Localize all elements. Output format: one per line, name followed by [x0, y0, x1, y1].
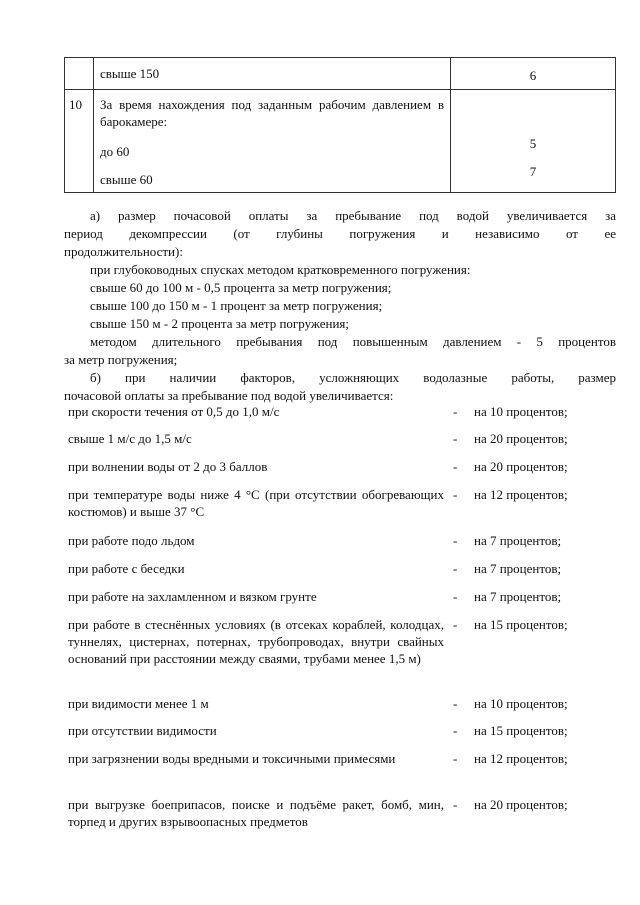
- row-value: 7: [529, 164, 537, 179]
- factor-dash: -: [453, 459, 458, 474]
- row-text-cell: [94, 58, 451, 90]
- factor-text: при видимости менее 1 м: [68, 696, 209, 711]
- row-subitem-text: до 60: [100, 144, 130, 159]
- row-value-cell: [451, 58, 616, 90]
- long-method-line: методом длительного пребывания под повышенным давлением - 5 процентов: [90, 334, 616, 349]
- factor-dash: -: [453, 487, 458, 502]
- factor-text: при работе в стеснённых условиях (в отсеках кораблей, колодцах, туннелях, цистернах, потернах, трубопроводах, внутри свайных оснований при расстоянии между сваями, трубами менее 1,5 м): [68, 617, 444, 666]
- factor-text: при отсутствии видимости: [68, 723, 217, 738]
- factor-percent: на 7 процентов;: [474, 589, 562, 604]
- factor-percent: на 10 процентов;: [474, 404, 568, 419]
- paragraph-a-line: период декомпрессии (от глубины погружения и независимо от ее: [64, 226, 616, 241]
- paragraph-b-line: почасовой оплаты за пребывание под водой увеличивается:: [64, 388, 394, 403]
- deep-dive-rate: свыше 100 до 150 м - 1 процент за метр погружения;: [90, 298, 383, 313]
- long-method-line: за метр погружения;: [64, 352, 178, 367]
- table-row: [65, 90, 616, 193]
- deep-dive-intro: при глубоководных спусках методом кратковременного погружения:: [90, 262, 471, 277]
- row-value: [451, 90, 615, 130]
- row-text: За время нахождения под заданным рабочим давлением в барокамере:: [100, 97, 444, 129]
- factor-text: при температуре воды ниже 4 °С (при отсутствии обогревающих костюмов) и выше 37 °С: [68, 487, 444, 519]
- factor-dash: -: [453, 404, 458, 419]
- paragraph-a-line: продолжительности):: [64, 244, 183, 259]
- factor-text: при скорости течения от 0,5 до 1,0 м/с: [68, 404, 280, 419]
- row-number-cell: [65, 58, 94, 90]
- row-subitem-text: свыше 60: [100, 172, 153, 187]
- factor-dash: -: [453, 723, 458, 738]
- factor-percent: на 20 процентов;: [474, 797, 568, 812]
- factor-dash: -: [453, 589, 458, 604]
- factor-dash: -: [453, 431, 458, 446]
- factor-percent: на 10 процентов;: [474, 696, 568, 711]
- factor-dash: -: [453, 617, 458, 632]
- row-value: 5: [529, 136, 537, 151]
- factor-dash: -: [453, 696, 458, 711]
- factor-percent: на 20 процентов;: [474, 431, 568, 446]
- factor-text: свыше 1 м/с до 1,5 м/с: [68, 431, 192, 446]
- factor-text: при работе с беседки: [68, 561, 185, 576]
- row-text: свыше 150: [100, 66, 160, 81]
- factor-dash: -: [453, 797, 458, 812]
- factor-percent: на 12 процентов;: [474, 751, 568, 766]
- paragraph-a-line: а) размер почасовой оплаты за пребывание под водой увеличивается за: [90, 208, 616, 223]
- row-text-cell: [94, 90, 451, 193]
- factor-text: при работе подо льдом: [68, 533, 195, 548]
- paragraph-b-line: б) при наличии факторов, усложняющих водолазные работы, размер: [90, 370, 616, 385]
- rates-table: [64, 57, 616, 193]
- factor-text: при выгрузке боеприпасов, поиске и подъёме ракет, бомб, мин, торпед и других взрывоопасных предметов: [68, 797, 444, 829]
- row-value-cell: [451, 90, 616, 193]
- deep-dive-rate: свыше 60 до 100 м - 0,5 процента за метр погружения;: [90, 280, 392, 295]
- row-number: 10: [69, 97, 82, 112]
- factor-percent: на 7 процентов;: [474, 561, 562, 576]
- factor-text: при работе на захламленном и вязком грунте: [68, 589, 317, 604]
- factor-dash: -: [453, 751, 458, 766]
- row-number-cell: [65, 90, 94, 193]
- table-row: [65, 58, 616, 90]
- factor-percent: на 15 процентов;: [474, 723, 568, 738]
- factor-percent: на 20 процентов;: [474, 459, 568, 474]
- factor-percent: на 15 процентов;: [474, 617, 568, 632]
- row-value: 6: [529, 68, 537, 83]
- factor-percent: на 7 процентов;: [474, 533, 562, 548]
- factor-text: при волнении воды от 2 до 3 баллов: [68, 459, 268, 474]
- factor-percent: на 12 процентов;: [474, 487, 568, 502]
- factor-text: при загрязнении воды вредными и токсичными примесями: [68, 751, 396, 766]
- factor-dash: -: [453, 533, 458, 548]
- factor-dash: -: [453, 561, 458, 576]
- deep-dive-rate: свыше 150 м - 2 процента за метр погружения;: [90, 316, 350, 331]
